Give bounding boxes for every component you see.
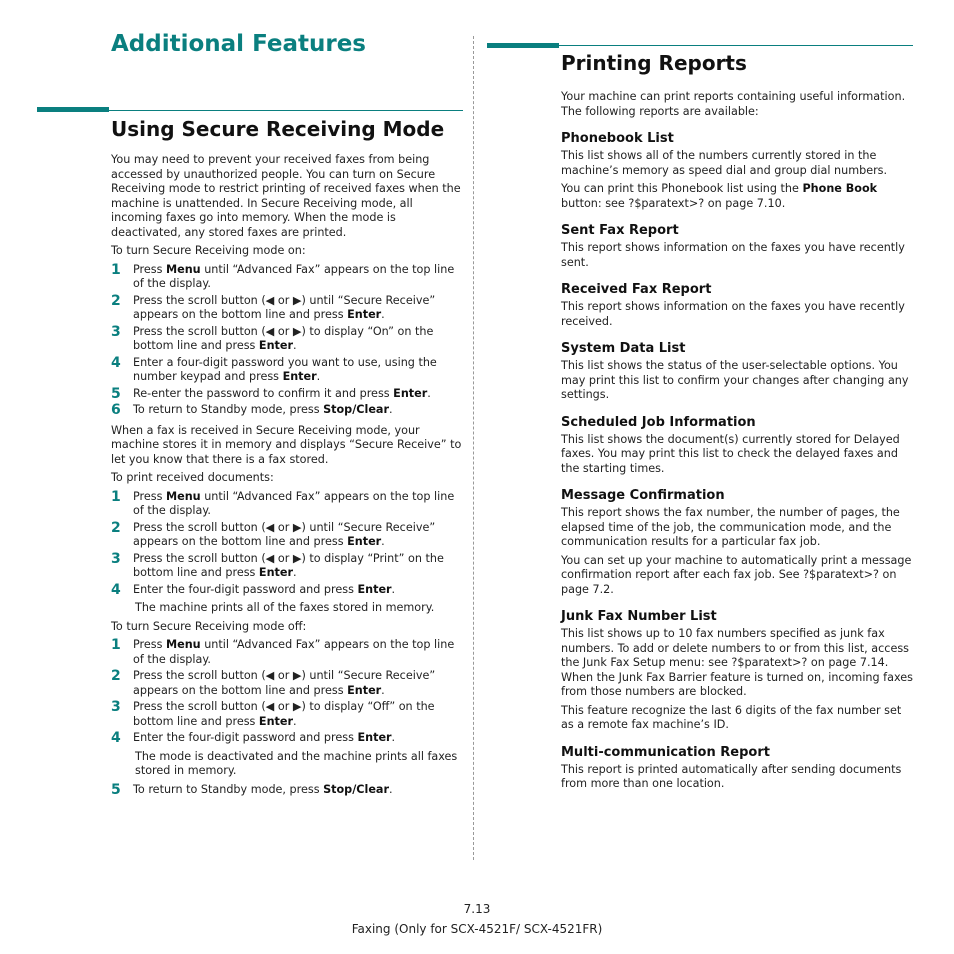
step-text [133, 263, 463, 292]
step-text-part: . [381, 683, 385, 697]
step-text-part: . [292, 339, 297, 352]
step-text-part: . [381, 535, 385, 548]
reports-intro: Your machine can print reports containing useful information. The following reports are available: [561, 90, 906, 118]
step-text-part: until “Advanced Fax” appears on the top line of the display. [133, 489, 455, 517]
paragraph-text: This list shows up to 10 fax numbers specified as junk fax numbers. To add or delete numbers to or from this list, access the Junk Fax Setup menu: see ?$paratext>? on page 7.14. When the Junk Fax Barrier feature is turned on, incoming faxes from those numbers are blocked. [561, 627, 913, 698]
print-label: To print received documents: [111, 471, 274, 484]
step-text-part: Enter a four-digit password you want to use, using the number keypad and press [133, 355, 437, 383]
step-item [111, 294, 463, 323]
step-text-part: Press [133, 489, 166, 503]
step-item [111, 700, 463, 729]
step-number: 4 [111, 581, 121, 598]
step-key-label: Menu [166, 489, 201, 503]
step-text [133, 325, 463, 354]
report-section-paragraph [561, 241, 913, 270]
left-heading: Using Secure Receiving Mode [111, 117, 445, 141]
step-key-label: Enter [258, 339, 293, 352]
report-section-title: Message Confirmation [561, 488, 725, 503]
page-title: Additional Features [111, 31, 366, 57]
step-text [133, 356, 463, 385]
report-section-paragraph [561, 149, 913, 178]
step-text [133, 700, 463, 729]
step-text-part: Press the scroll button (◀ or ▶) to display “On” on the bottom line and press [133, 324, 434, 352]
step-item [111, 638, 463, 667]
step-key-label: Enter [347, 308, 382, 321]
step-text-part: Press the scroll button (◀ or ▶) until “Secure Receive” appears on the bottom line and press [133, 520, 436, 548]
step-item [111, 583, 463, 598]
step-text [133, 403, 463, 418]
turn-off-note: The mode is deactivated and the machine prints all faxes stored in memory. [135, 749, 458, 777]
intro-paragraph: You may need to prevent your received faxes from being accessed by unauthorized people. You can turn on Secure Receiving mode to restrict printing of received faxes when the machine is unattended. In Secure Receiving mode, all incoming faxes go into memory. When the mode is deactivated, any stored faxes are printed. [111, 153, 461, 239]
paragraph-text: This feature recognize the last 6 digits of the fax number set as a remote fax machine’s ID. [561, 703, 902, 731]
step-text [133, 783, 463, 798]
report-section-title: Scheduled Job Information [561, 414, 756, 430]
step-item [111, 490, 463, 519]
step-number: 2 [111, 668, 121, 684]
paragraph-text: This list shows the status of the user-selectable options. You may print this list to confirm your changes after changing any settings. [561, 359, 909, 401]
step-text-part: Press the scroll button (◀ or ▶) until “Secure Receive” appears on the bottom line and press [133, 293, 436, 321]
paragraph-text: This list shows all of the numbers currently stored in the machine’s memory as speed dial and group dial numbers. [561, 149, 888, 177]
left-column [111, 153, 463, 799]
report-section-title: Phonebook List [561, 131, 674, 146]
step-item [111, 263, 463, 292]
turn-off-final-step [111, 783, 463, 798]
report-section-paragraph [561, 763, 913, 792]
turn-off-label: To turn Secure Receiving mode off: [111, 619, 307, 633]
report-section-title: System Data List [561, 341, 686, 356]
step-number: 1 [111, 488, 121, 505]
step-key-label: Enter [357, 731, 392, 744]
step-text-part: until “Advanced Fax” appears on the top line of the display. [133, 638, 455, 666]
report-section-title: Received Fax Report [561, 282, 712, 297]
step-number: 6 [111, 402, 121, 418]
report-section [561, 131, 913, 211]
step-text [133, 731, 463, 746]
report-section [561, 488, 913, 597]
report-section [561, 223, 913, 270]
paragraph-text: You can print this Phonebook list using the [561, 182, 803, 195]
step-key-label: Enter [282, 370, 317, 383]
step-number: 3 [111, 323, 121, 340]
report-section-paragraph [561, 554, 913, 598]
step-item [111, 783, 463, 798]
step-text-part: until “Advanced Fax” appears on the top line of the display. [133, 262, 455, 290]
print-note: The machine prints all of the faxes stored in memory. [135, 601, 435, 614]
report-section [561, 415, 913, 477]
step-key-label: Enter [258, 714, 293, 728]
step-text-part: Press [133, 262, 166, 276]
step-key-label: Menu [166, 638, 201, 651]
button-name: Phone Book [802, 182, 878, 195]
step-text [133, 521, 463, 550]
step-text-part: . [316, 370, 321, 383]
report-section-title: Multi-communication Report [561, 744, 770, 760]
step-text-part: To return to Standby mode, press [133, 403, 324, 416]
step-number: 1 [111, 261, 121, 278]
step-key-label: Enter [258, 566, 293, 579]
page-number: 7.13 [463, 902, 491, 916]
step-text [133, 638, 463, 667]
step-text-part: To return to Standby mode, press [133, 782, 324, 796]
step-text [133, 583, 463, 598]
step-text-part: Press the scroll button (◀ or ▶) to display “Print” on the bottom line and press [133, 551, 444, 579]
step-text-part: . [427, 386, 431, 400]
step-number: 3 [111, 699, 121, 715]
paragraph-text: This report is printed automatically after sending documents from more than one location. [561, 762, 902, 790]
step-text-part: . [391, 582, 396, 596]
step-item [111, 387, 463, 402]
step-text [133, 387, 463, 402]
report-section [561, 282, 913, 329]
step-text-part: Press the scroll button (◀ or ▶) to display “Off” on the bottom line and press [133, 700, 435, 728]
step-text-part: . [292, 566, 297, 579]
report-section-paragraph [561, 182, 913, 211]
step-key-label: Stop/Clear [323, 403, 389, 416]
step-text [133, 294, 463, 323]
step-text-part: Re-enter the password to confirm it and press [133, 386, 394, 400]
step-number: 4 [111, 730, 121, 746]
step-item [111, 552, 463, 581]
step-number: 4 [111, 354, 121, 371]
step-text-part: . [391, 731, 396, 744]
report-section [561, 609, 913, 733]
step-number: 1 [111, 637, 121, 653]
step-text-part: . [381, 308, 385, 321]
paragraph-text: button: see ?$paratext>? on page 7.10. [561, 196, 786, 210]
report-section-title: Junk Fax Number List [561, 609, 717, 624]
stored-paragraph: When a fax is received in Secure Receiving mode, your machine stores it in memory and displays “Secure Receive” to let you know that there is a fax stored. [111, 423, 462, 466]
step-key-label: Enter [347, 683, 382, 697]
step-item [111, 669, 463, 698]
step-key-label: Enter [347, 535, 382, 548]
paragraph-text: This report shows the fax number, the number of pages, the elapsed time of the job, the communication mode, and the communication results for a particular fax job. [561, 506, 900, 548]
step-text [133, 669, 463, 698]
paragraph-text: This list shows the document(s) currently stored for Delayed faxes. You may print this list to check the delayed faxes and the starting times. [561, 432, 900, 475]
step-text-part: Press the scroll button (◀ or ▶) until “Secure Receive” appears on the bottom line and press [133, 669, 436, 697]
report-section-paragraph [561, 627, 913, 700]
report-section-paragraph [561, 300, 913, 329]
report-section-title: Sent Fax Report [561, 223, 679, 238]
report-section [561, 745, 913, 792]
heading-rule [37, 110, 463, 111]
column-divider [473, 36, 474, 860]
turn-off-steps [111, 638, 463, 746]
right-heading: Printing Reports [561, 51, 747, 75]
step-item [111, 325, 463, 354]
report-section-paragraph [561, 433, 913, 477]
turn-on-label: To turn Secure Receiving mode on: [111, 244, 306, 257]
step-item [111, 521, 463, 550]
step-key-label: Menu [166, 262, 201, 276]
step-number: 5 [111, 781, 121, 798]
heading-rule [487, 45, 913, 46]
step-text-part: Press [133, 638, 166, 651]
report-section-paragraph [561, 704, 913, 733]
step-text [133, 552, 463, 581]
step-item [111, 403, 463, 418]
paragraph-text: You can set up your machine to automatically print a message confirmation report after each fax job. See ?$paratext>? on page 7.2. [561, 553, 912, 596]
report-section-paragraph [561, 506, 913, 550]
report-section [561, 341, 913, 403]
step-text-part: . [292, 714, 297, 728]
chapter-footer: Faxing (Only for SCX-4521F/ SCX-4521FR) [351, 922, 603, 936]
step-key-label: Enter [393, 386, 428, 400]
step-item [111, 356, 463, 385]
step-text-part: Enter the four-digit password and press [133, 731, 358, 744]
report-section-paragraph [561, 359, 913, 403]
step-number: 2 [111, 519, 121, 536]
step-text [133, 490, 463, 519]
turn-on-steps [111, 263, 463, 418]
print-steps [111, 490, 463, 598]
step-key-label: Enter [357, 582, 392, 596]
step-number: 3 [111, 550, 121, 567]
paragraph-text: This report shows information on the faxes you have recently received. [561, 300, 905, 328]
step-item [111, 731, 463, 746]
step-key-label: Stop/Clear [323, 782, 389, 796]
right-column [561, 88, 913, 796]
paragraph-text: This report shows information on the faxes you have recently sent. [561, 241, 905, 269]
step-text-part: Enter the four-digit password and press [133, 582, 358, 596]
step-text-part: . [388, 403, 393, 416]
report-sections [561, 131, 913, 792]
step-number: 5 [111, 385, 121, 402]
step-text-part: . [388, 782, 393, 796]
step-number: 2 [111, 292, 121, 309]
